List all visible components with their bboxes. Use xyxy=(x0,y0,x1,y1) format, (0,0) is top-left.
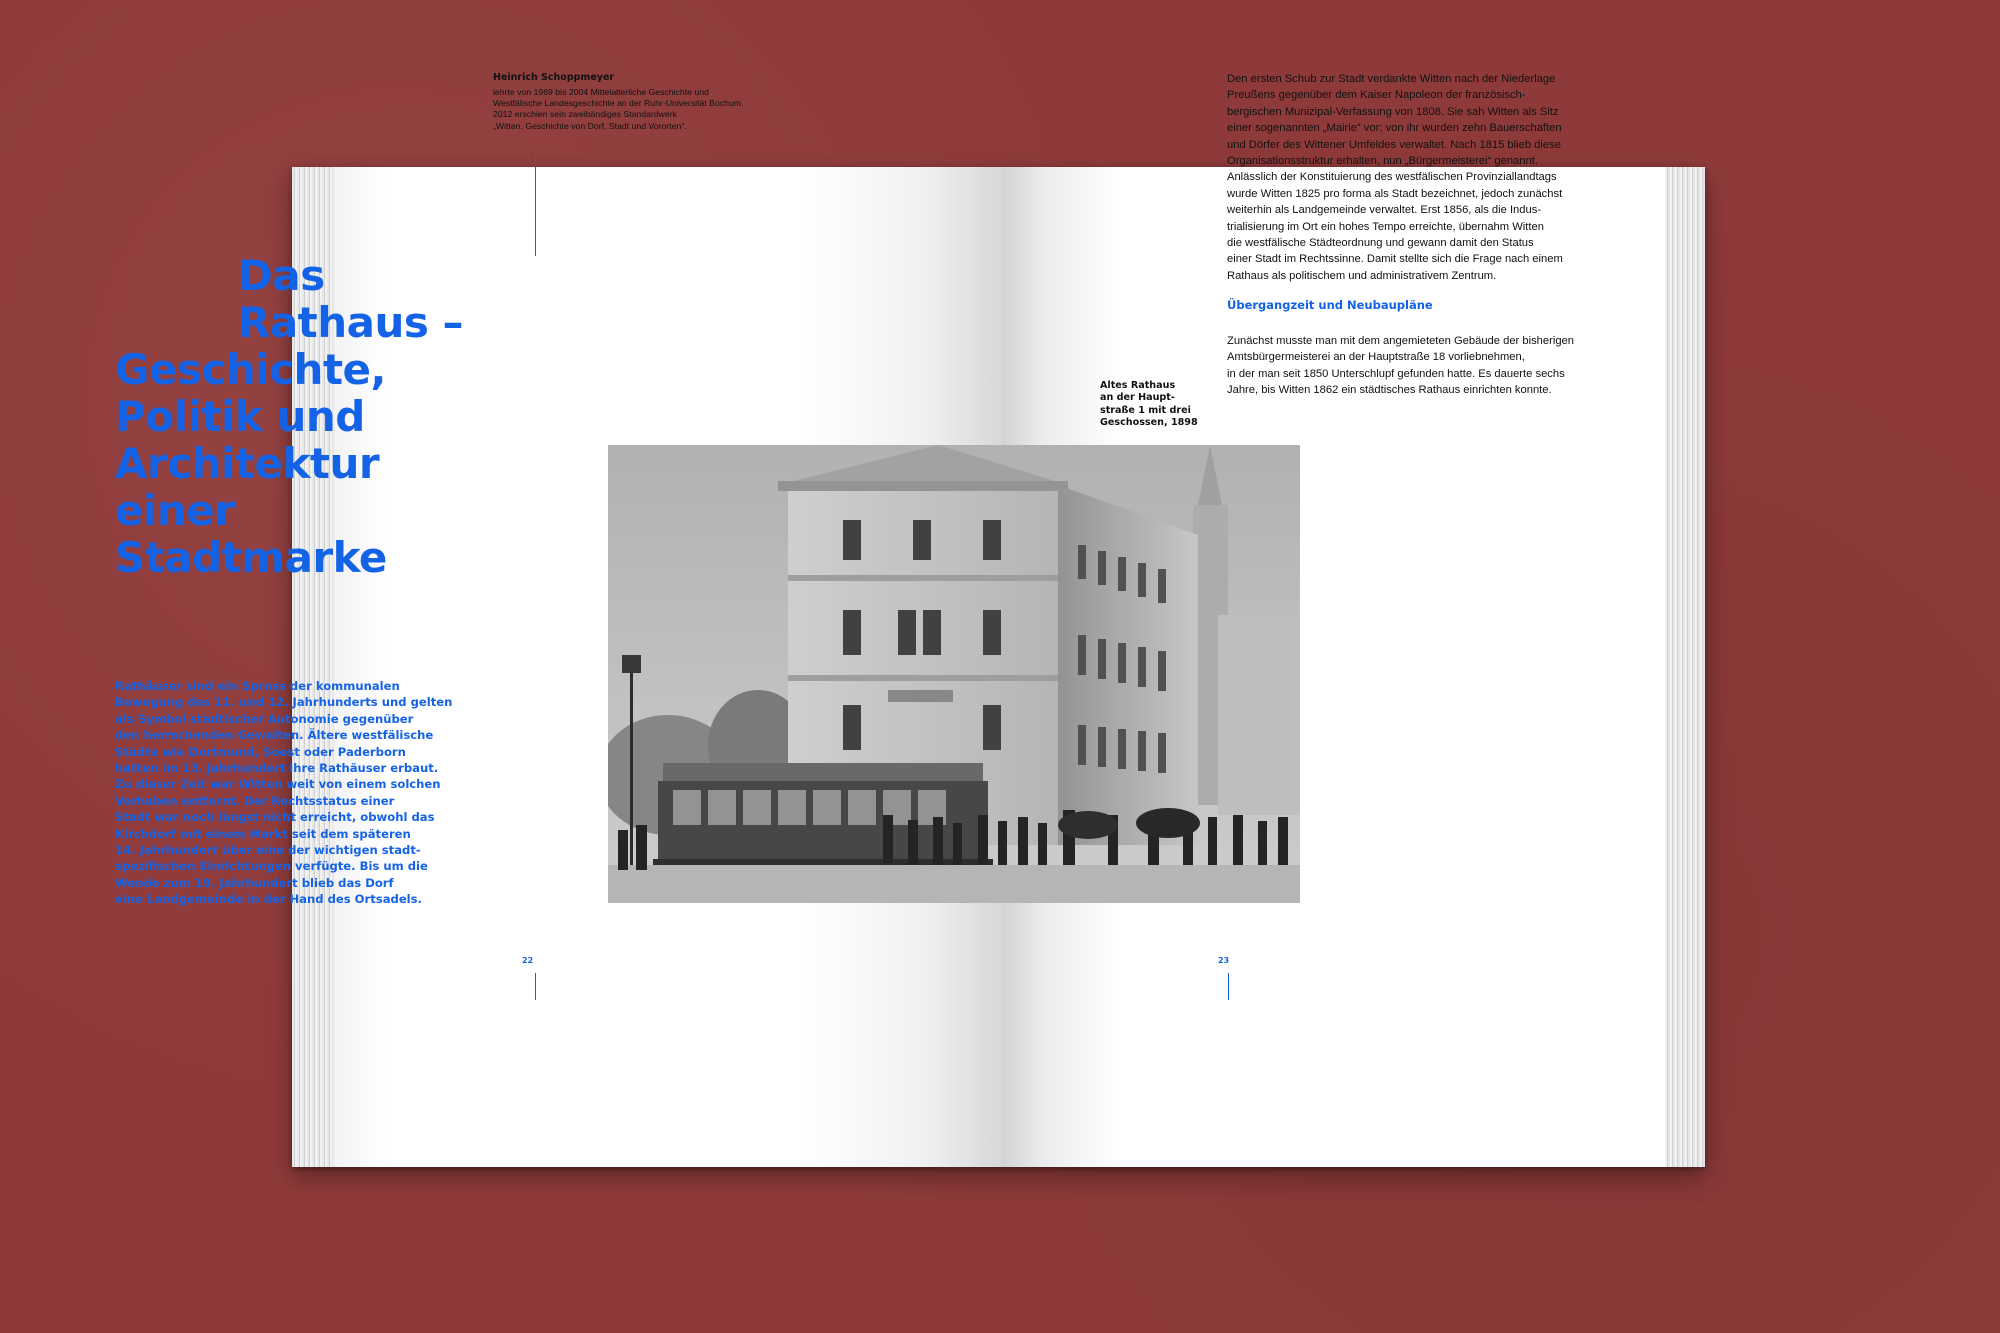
title-line: Das xyxy=(238,251,325,300)
intro-paragraph: Rathäuser sind ein Spross der kommunalen Bewegung des 11. und 12. Jahrhunderts und gelten als Symbol städtischer Autonomie gegenüber den herrschenden Gewalten. Ältere westfälische Städte wie Dortmund, Soest oder Paderborn hatten im 13. Jahrhundert ihre Rathäuser erbaut. Zu dieser Zeit war Witten weit von einem solchen Vorhaben entfernt. Der Rechtsstatus einer Stadt war noch längst nicht erreicht, obwohl das Kirchdorf mit einem Markt seit dem späteren 14. Jahrhundert über eine der wichtigen stadt- spezifischen Einrichtungen verfügte. Bis um die Wende zum 19. Jahrhundert blieb das Dorf eine Landgemeinde in der Hand des Ortsadels. xyxy=(115,679,453,907)
subheading: Übergangzeit und Neubaupläne xyxy=(1227,298,1433,312)
page-number-right: 23 xyxy=(1218,956,1230,965)
title-line: Architektur xyxy=(115,439,380,488)
photo-caption: Altes Rathaus an der Haupt- straße 1 mit drei Geschossen, 1898 xyxy=(1100,380,1198,429)
blue-rule-top xyxy=(535,148,536,256)
page-edges-right xyxy=(1665,167,1705,1167)
page-number-left: 22 xyxy=(522,956,534,965)
blue-rule-bottom-left xyxy=(535,973,536,1000)
historic-town-hall-photo xyxy=(608,445,1300,903)
title-line: Rathaus – xyxy=(238,298,464,347)
author-name: Heinrich Schoppmeyer xyxy=(493,72,615,83)
author-bio: lehrte von 1969 bis 2004 Mittelalterliche Geschichte und Westfälische Landesgeschichte an der Ruhr-Universität Bochum. 2012 erschien sein zweibändiges Standardwerk „Witten. Geschichte von Dorf, Stadt und Vororten“. xyxy=(493,87,744,131)
title-line: Politik und xyxy=(115,392,365,441)
body-paragraph-1: Den ersten Schub zur Stadt verdankte Witten nach der Niederlage Preußens gegenüber dem Kaiser Napoleon der französisch- bergischen Munizipal-Verfassung von 1808. Sie sah Witten als Sitz einer sogenannten „Mairie“ vor; von ihr wurden zehn Bauerschaften und Dörfer des Wittener Umfeldes verwaltet. Nach 1815 blieb diese Organisationsstruktur erhalten, nun „Bürgermeisterei“ genannt. Anlässlich der Konstituierung des westfälischen Provinziallandtags wurde Witten 1825 pro forma als Stadt bezeichnet, jedoch zunächst weiterhin als Landgemeinde verwaltet. Erst 1856, als die Indus- trialisierung im Ort ein hohes Tempo erreichte, übernahm Witten die westfälische Städteordnung und gewann damit den Status einer Stadt im Rechtssinne. Damit stellte sich die Frage nach einem Rathaus als politischem und administrativem Zentrum. xyxy=(1227,73,1563,282)
title-line: Geschichte, xyxy=(115,345,386,394)
blue-rule-bottom-right xyxy=(1228,973,1229,1000)
title-line: einer xyxy=(115,486,235,535)
body-paragraph-2: Zunächst musste man mit dem angemieteten Gebäude der bisherigen Amtsbürgermeisterei an der Hauptstraße 18 vorliebnehmen, in der man seit 1850 Unterschlupf gefunden hatte. Es dauerte sechs Jahre, bis Witten 1862 ein städtisches Rathaus einrichten konnte. xyxy=(1227,335,1575,397)
title-line: Stadtmarke xyxy=(115,533,387,582)
chapter-title xyxy=(115,252,615,581)
